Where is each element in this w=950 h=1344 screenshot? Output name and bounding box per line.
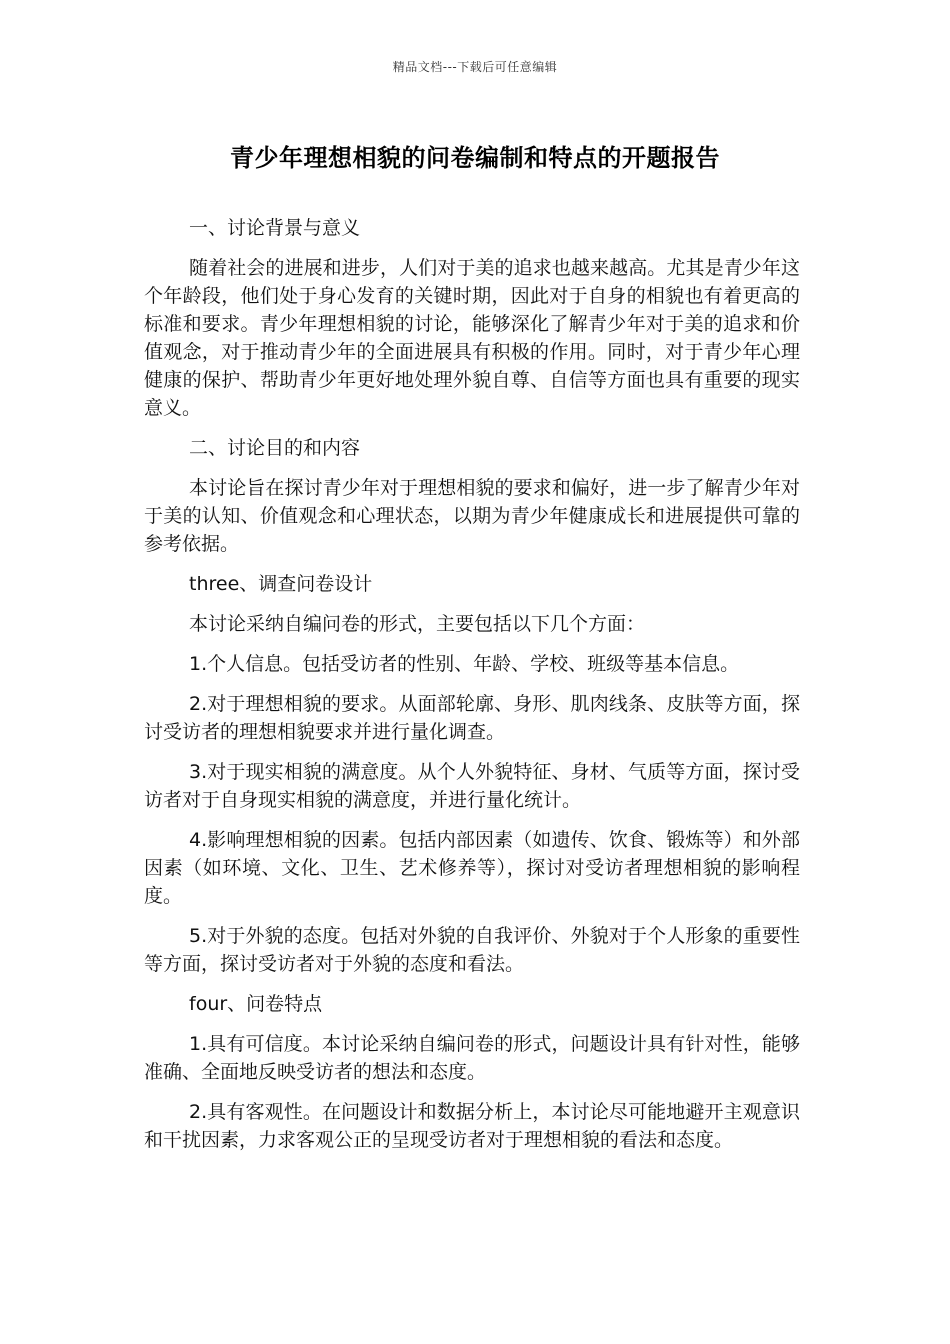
design-item: 2.对于理想相貌的要求。从面部轮廓、身形、肌肉线条、皮肤等方面，探讨受访者的理想相貌要求并进行量化调查。 [144, 693, 800, 743]
design-item: 1.个人信息。包括受访者的性别、年龄、学校、班级等基本信息。 [189, 653, 740, 675]
document-title: 青少年理想相貌的问卷编制和特点的开题报告 [230, 144, 720, 172]
section-heading-purpose: 二、讨论目的和内容 [189, 437, 361, 459]
feature-item: 1.具有可信度。本讨论采纳自编问卷的形式，问题设计具有针对性，能够准确、全面地反映受访者的想法和态度。 [144, 1033, 800, 1083]
design-item: 3.对于现实相貌的满意度。从个人外貌特征、身材、气质等方面，探讨受访者对于自身现实相貌的满意度，并进行量化统计。 [144, 761, 800, 811]
purpose-paragraph: 本讨论旨在探讨青少年对于理想相貌的要求和偏好，进一步了解青少年对于美的认知、价值观念和心理状态，以期为青少年健康成长和进展提供可靠的参考依据。 [144, 477, 800, 555]
design-item: 4.影响理想相貌的因素。包括内部因素（如遗传、饮食、锻炼等）和外部因素（如环境、文化、卫生、艺术修养等），探讨对受访者理想相貌的影响程度。 [144, 829, 800, 907]
section-heading-background: 一、讨论背景与意义 [189, 217, 361, 239]
section-heading-questionnaire-design: three、调查问卷设计 [189, 573, 373, 595]
background-paragraph: 随着社会的进展和进步，人们对于美的追求也越来越高。尤其是青少年这个年龄段，他们处于身心发育的关键时期，因此对于自身的相貌也有着更高的标准和要求。青少年理想相貌的讨论，能够深化了解青少年对于美的追求和价值观念，对于推动青少年的全面进展具有积极的作用。同时，对于青少年心理健康的保护、帮助青少年更好地处理外貌自尊、自信等方面也具有重要的现实意义。 [144, 257, 800, 419]
questionnaire-intro: 本讨论采纳自编问卷的形式，主要包括以下几个方面： [189, 613, 646, 635]
design-item: 5.对于外貌的态度。包括对外貌的自我评价、外貌对于个人形象的重要性等方面，探讨受访者对于外貌的态度和看法。 [144, 925, 800, 975]
feature-item: 2.具有客观性。在问题设计和数据分析上，本讨论尽可能地避开主观意识和干扰因素，力求客观公正的呈现受访者对于理想相貌的看法和态度。 [144, 1101, 800, 1151]
document-body [144, 214, 800, 1166]
section-heading-features: four、问卷特点 [189, 993, 323, 1015]
page-header: 精品文档---下载后可任意编辑 [392, 60, 558, 74]
